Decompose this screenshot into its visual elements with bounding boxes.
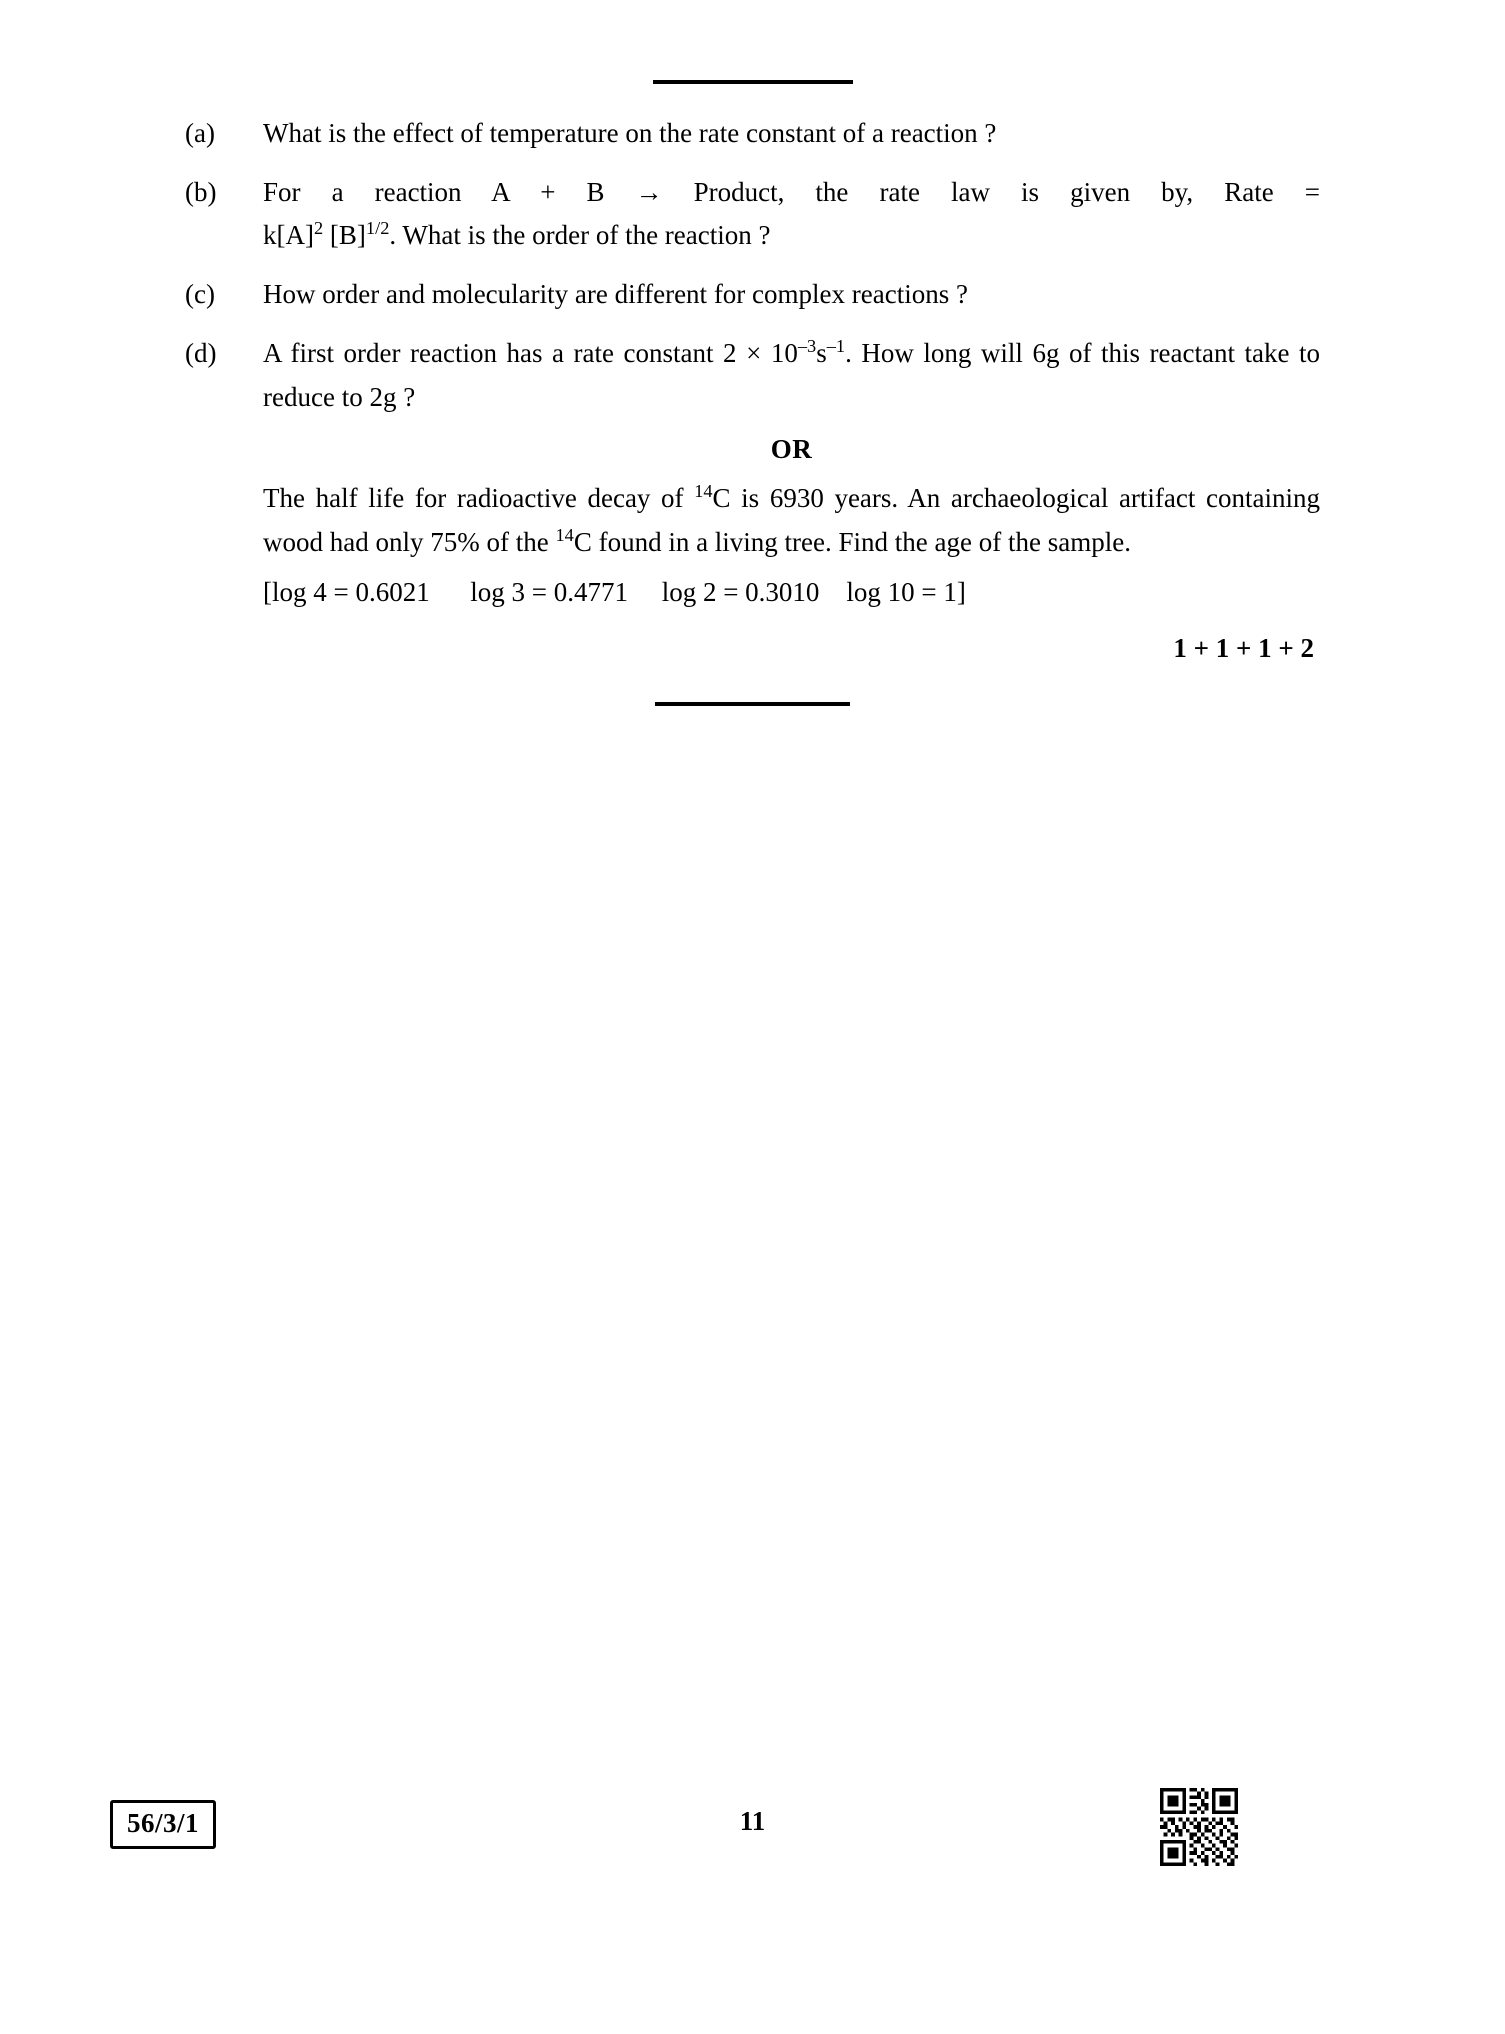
question-part-d-label: (d) (185, 337, 217, 368)
question-part-b-line2-mid: [B] (323, 220, 366, 251)
question-part-b-exponent-2: 1/2 (365, 218, 390, 239)
question-part-d-mid: s (816, 337, 827, 368)
question-part-d-post: . How long will 6g of this reactant take to reduce to 2g ? (263, 337, 1320, 412)
question-part-b-label: (b) (185, 176, 217, 207)
question-part-b-line2-post: . What is the order of the reaction ? (389, 220, 771, 251)
question-part-b-text (263, 171, 1320, 258)
alternative-pre: The half life for radioactive decay of (263, 483, 695, 514)
or-separator-label: OR (770, 434, 813, 465)
question-part-b (185, 171, 1320, 258)
question-part-d (185, 332, 1320, 419)
question-part-b-exponent-1: 2 (313, 218, 324, 239)
page-number: 11 (739, 1806, 766, 1836)
question-part-d-exponent-2: –1 (826, 335, 846, 356)
question-part-b-line2-pre: k[A] (263, 220, 314, 251)
question-part-b-line1: For a reaction A + B → Product, the rate law is given by, Rate = (263, 176, 1320, 207)
carbon-14-superscript-1: 14 (694, 481, 713, 502)
carbon-14-superscript-2: 14 (555, 525, 574, 546)
top-divider (653, 80, 853, 84)
question-part-d-text (263, 332, 1320, 419)
question-part-a-text: What is the effect of temperature on the rate constant of a reaction ? (263, 118, 997, 148)
question-part-a (185, 112, 1320, 156)
alternative-mid-1: C is 6930 years. An archaeological artifact containing wood had only 75% of the (263, 483, 1320, 558)
question-part-c-text: How order and molecularity are different for complex reactions ? (263, 279, 968, 310)
paper-code-badge: 56/3/1 (110, 1800, 216, 1849)
marks-allocation: 1 + 1 + 1 + 2 (1173, 632, 1314, 663)
alternative-question-text (263, 477, 1320, 564)
question-block (185, 80, 1320, 706)
qr-code-icon (1160, 1788, 1238, 1866)
question-part-c (185, 273, 1320, 317)
question-part-a-label: (a) (185, 118, 215, 148)
question-part-d-exponent-1: –3 (797, 335, 817, 356)
question-part-c-label: (c) (185, 279, 215, 310)
page-footer (0, 1800, 1505, 1920)
log-values-note: [log 4 = 0.6021 log 3 = 0.4771 log 2 = 0.3010 log 10 = 1] (263, 576, 966, 607)
bottom-divider (655, 702, 850, 706)
question-part-d-pre: A first order reaction has a rate constant 2 × 10 (263, 337, 798, 368)
alternative-mid-2: C found in a living tree. Find the age of the sample. (573, 527, 1131, 558)
